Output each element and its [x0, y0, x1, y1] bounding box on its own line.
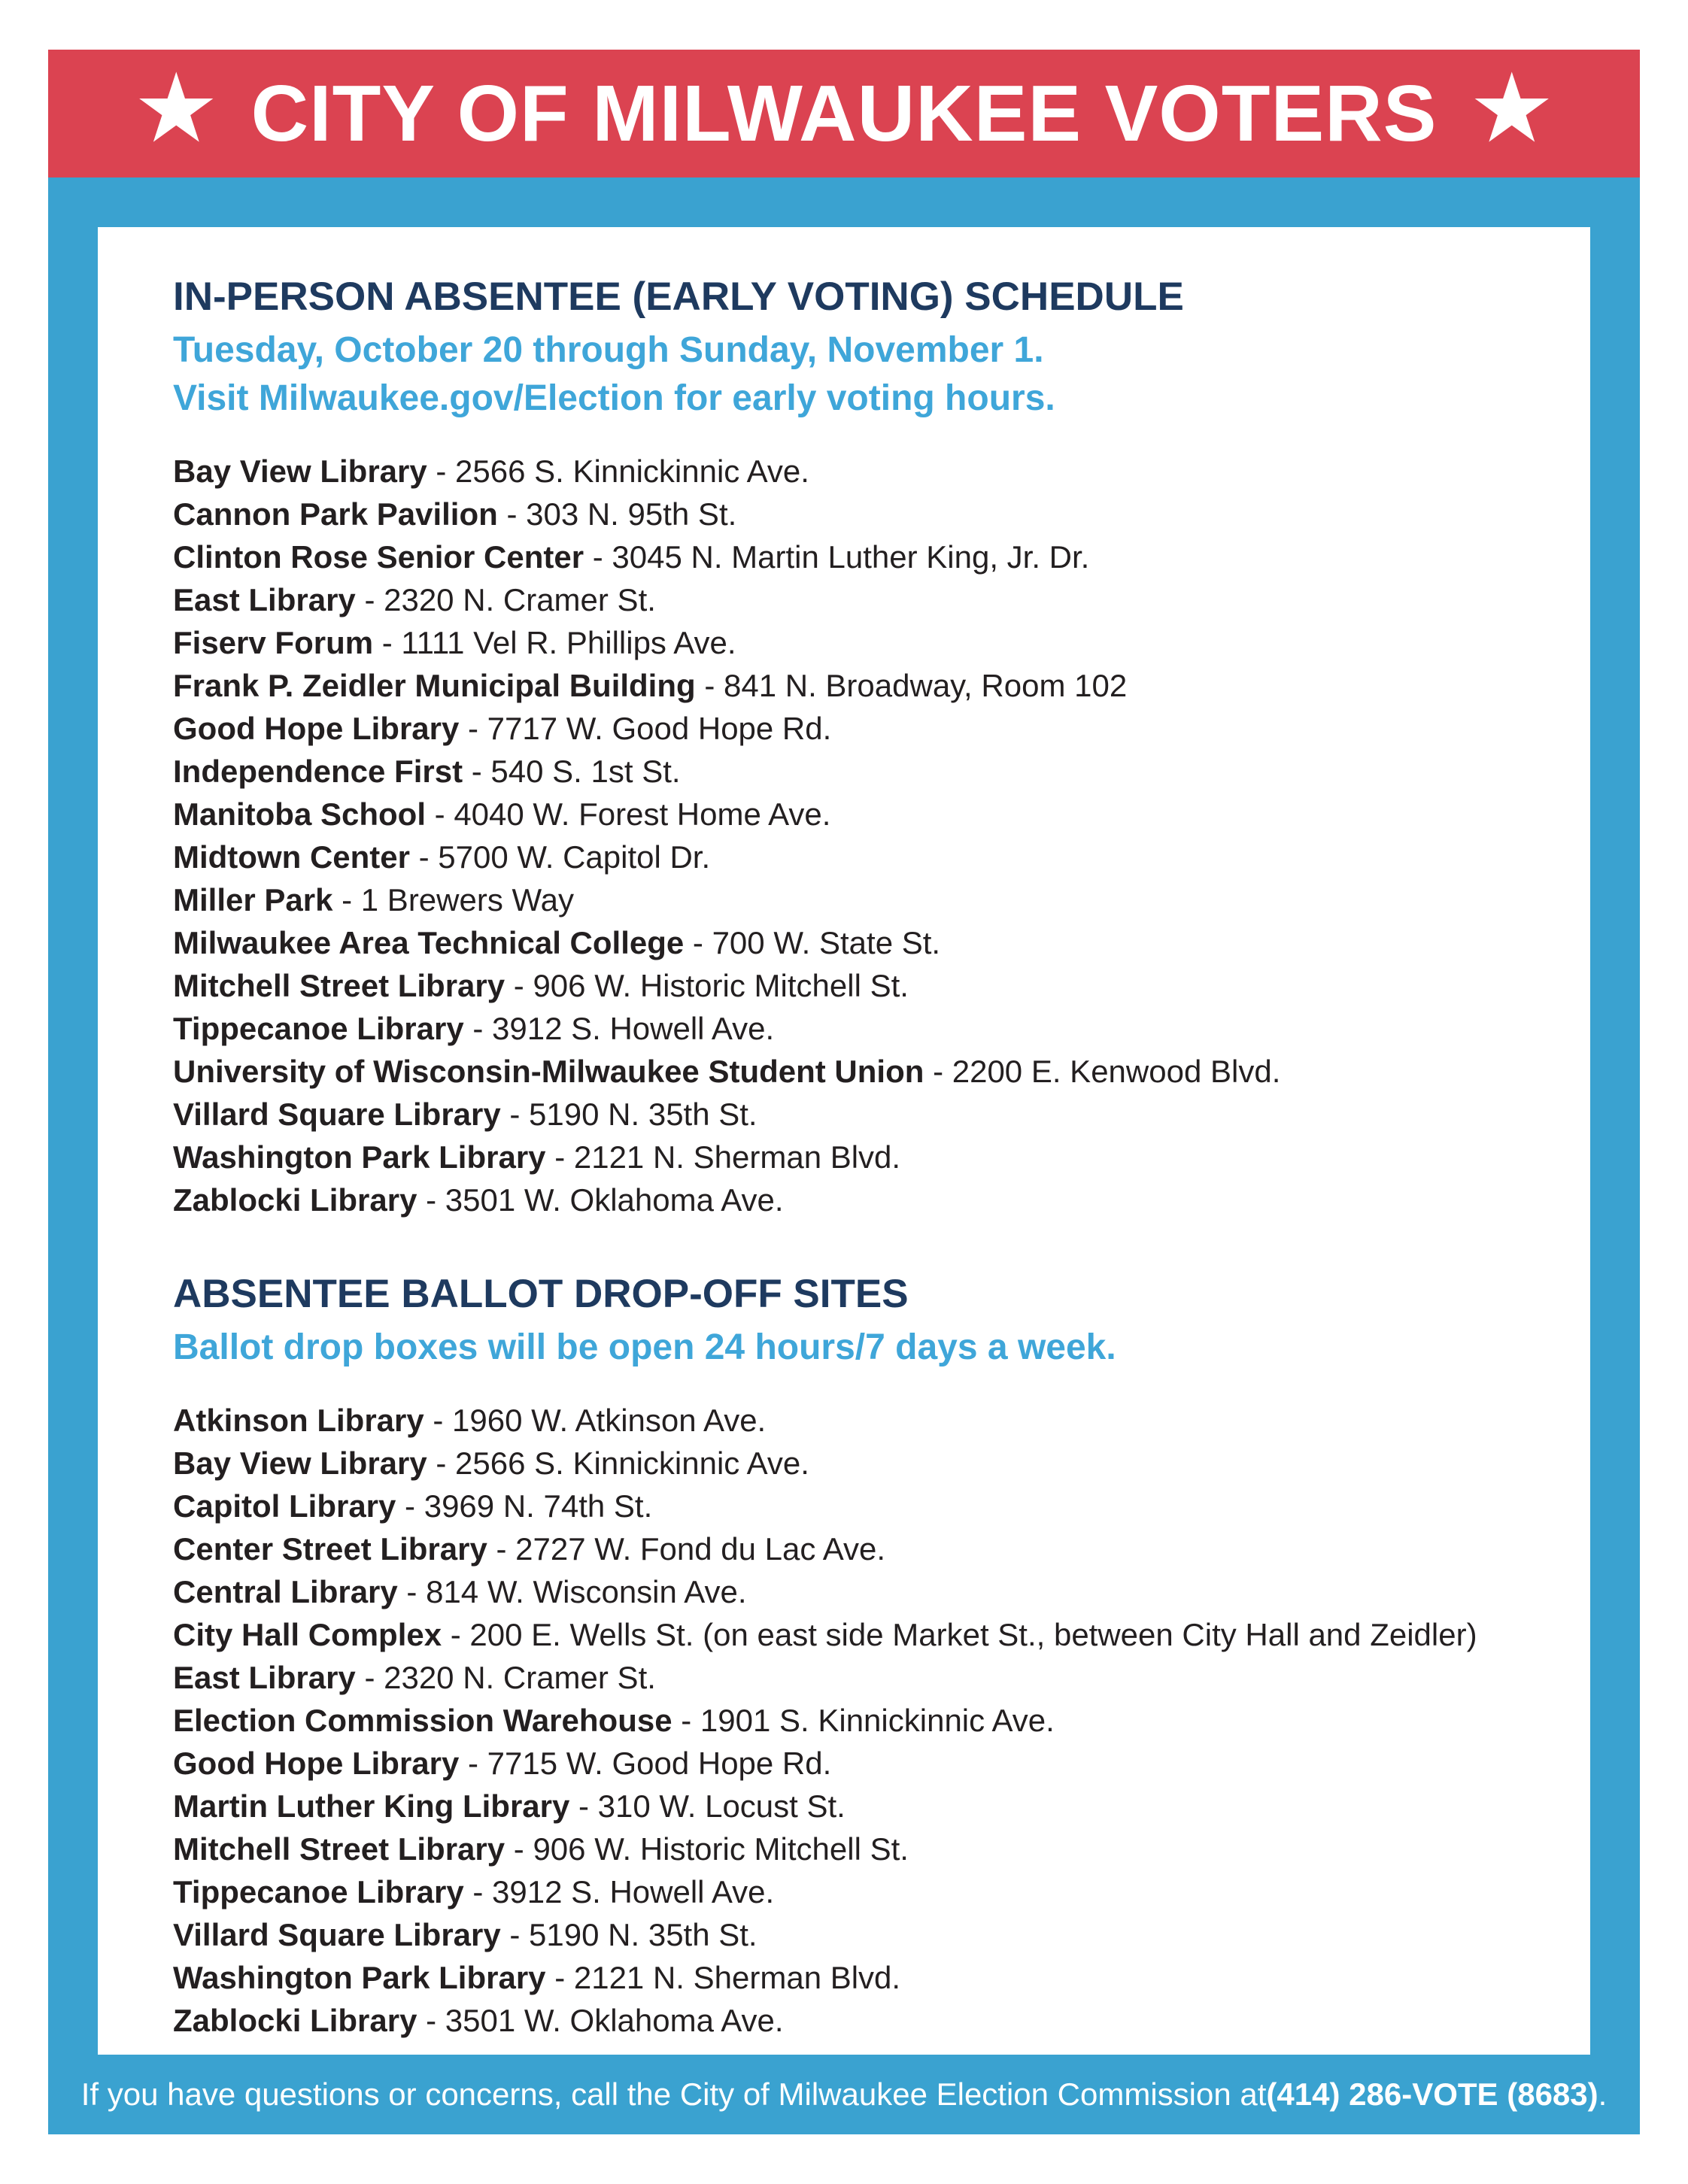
location-list: [173, 1399, 1553, 2042]
section-subheading-line: Ballot drop boxes will be open 24 hours/7 days a week.: [173, 1327, 1116, 1367]
location-address: - 814 W. Wisconsin Ave.: [397, 1574, 747, 1609]
location-entry: [173, 1913, 1553, 1956]
location-name: Independence First: [173, 754, 463, 789]
location-name: Tippecanoe Library: [173, 1874, 464, 1909]
location-entry: [173, 1527, 1553, 1570]
section-dropoff-sites: [173, 1271, 1553, 2042]
location-address: - 1960 W. Atkinson Ave.: [424, 1403, 767, 1438]
location-address: - 4040 W. Forest Home Ave.: [426, 796, 831, 832]
content-card: [98, 227, 1590, 2055]
location-name: Center Street Library: [173, 1531, 487, 1567]
location-address: - 3045 N. Martin Luther King, Jr. Dr.: [584, 539, 1090, 575]
location-entry: [173, 750, 1553, 793]
location-name: Mitchell Street Library: [173, 968, 505, 1003]
location-entry: [173, 1093, 1553, 1136]
location-address: - 841 N. Broadway, Room 102: [695, 668, 1128, 703]
location-address: - 2566 S. Kinnickinnic Ave.: [427, 1445, 809, 1481]
star-icon-left: ★: [132, 55, 220, 162]
location-entry: [173, 1136, 1553, 1178]
location-address: - 1111 Vel R. Phillips Ave.: [373, 625, 736, 660]
location-address: - 3501 W. Oklahoma Ave.: [417, 2003, 784, 2038]
location-address: - 303 N. 95th St.: [497, 496, 737, 532]
location-name: Election Commission Warehouse: [173, 1703, 672, 1738]
location-name: Villard Square Library: [173, 1097, 501, 1132]
location-address: - 1 Brewers Way: [332, 882, 574, 918]
location-address: - 906 W. Historic Mitchell St.: [505, 968, 909, 1003]
location-entry: [173, 664, 1553, 707]
section-subheading: [173, 1324, 1553, 1372]
location-name: University of Wisconsin-Milwaukee Student Union: [173, 1054, 924, 1089]
location-address: - 2320 N. Cramer St.: [355, 582, 656, 617]
location-name: Mitchell Street Library: [173, 1831, 505, 1867]
location-address: - 2727 W. Fond du Lac Ave.: [487, 1531, 886, 1567]
location-entry: [173, 964, 1553, 1007]
location-name: Central Library: [173, 1574, 398, 1609]
section-subheading-line: Tuesday, October 20 through Sunday, November 1.: [173, 330, 1044, 370]
location-entry: [173, 493, 1553, 535]
location-entry: [173, 578, 1553, 621]
section-heading: IN-PERSON ABSENTEE (EARLY VOTING) SCHEDULE: [173, 275, 1184, 319]
location-name: Bay View Library: [173, 1445, 427, 1481]
location-address: - 3912 S. Howell Ave.: [463, 1011, 775, 1046]
location-entry: [173, 1785, 1553, 1828]
location-name: City Hall Complex: [173, 1617, 442, 1652]
location-name: Manitoba School: [173, 796, 426, 832]
blue-panel: [48, 177, 1640, 2134]
location-entry: [173, 1613, 1553, 1656]
star-icon-right: ★: [1468, 55, 1556, 162]
location-entry: [173, 707, 1553, 750]
location-address: - 2121 N. Sherman Blvd.: [545, 1139, 901, 1175]
location-name: Washington Park Library: [173, 1139, 546, 1175]
location-name: Zablocki Library: [173, 1182, 417, 1218]
location-entry: [173, 1699, 1553, 1742]
section-early-voting: [173, 274, 1553, 1221]
location-entry: [173, 450, 1553, 493]
footer-note: [80, 2055, 1608, 2134]
location-address: - 2320 N. Cramer St.: [355, 1660, 656, 1695]
footer-phone: (414) 286-VOTE (8683): [1266, 2076, 1598, 2112]
location-entry: [173, 921, 1553, 964]
location-address: - 700 W. State St.: [684, 925, 941, 960]
location-address: - 906 W. Historic Mitchell St.: [505, 1831, 909, 1867]
location-address: - 7717 W. Good Hope Rd.: [459, 711, 832, 746]
location-entry: [173, 1656, 1553, 1699]
location-name: Capitol Library: [173, 1488, 396, 1524]
location-address: - 3501 W. Oklahoma Ave.: [417, 1182, 784, 1218]
location-entry: [173, 878, 1553, 921]
location-name: Good Hope Library: [173, 1746, 460, 1781]
location-name: Atkinson Library: [173, 1403, 424, 1438]
location-entry: [173, 1570, 1553, 1613]
location-name: Milwaukee Area Technical College: [173, 925, 685, 960]
location-entry: [173, 1742, 1553, 1785]
location-address: - 1901 S. Kinnickinnic Ave.: [672, 1703, 1055, 1738]
location-name: Midtown Center: [173, 839, 410, 875]
location-entry: [173, 1999, 1553, 2042]
location-entry: [173, 1007, 1553, 1050]
location-address: - 3969 N. 74th St.: [396, 1488, 653, 1524]
banner-title: CITY OF MILWAUKEE VOTERS: [250, 69, 1438, 158]
footer-text-suffix: .: [1598, 2076, 1608, 2112]
location-address: - 200 E. Wells St. (on east side Market St., between City Hall and Zeidler): [442, 1617, 1477, 1652]
location-entry: [173, 1956, 1553, 1999]
location-address: - 5190 N. 35th St.: [500, 1917, 757, 1952]
location-address: - 7715 W. Good Hope Rd.: [459, 1746, 832, 1781]
location-address: - 5700 W. Capitol Dr.: [409, 839, 711, 875]
location-name: Bay View Library: [173, 453, 427, 489]
location-address: - 3912 S. Howell Ave.: [463, 1874, 775, 1909]
location-address: - 2121 N. Sherman Blvd.: [545, 1960, 901, 1995]
top-banner: [48, 50, 1640, 177]
location-address: - 310 W. Locust St.: [569, 1788, 846, 1824]
location-address: - 540 S. 1st St.: [463, 754, 681, 789]
location-entry: [173, 793, 1553, 836]
location-entry: [173, 1399, 1553, 1442]
location-address: - 2566 S. Kinnickinnic Ave.: [427, 453, 809, 489]
location-entry: [173, 1870, 1553, 1913]
location-name: Martin Luther King Library: [173, 1788, 570, 1824]
location-name: Washington Park Library: [173, 1960, 546, 1995]
location-address: - 2200 E. Kenwood Blvd.: [924, 1054, 1281, 1089]
location-name: Clinton Rose Senior Center: [173, 539, 584, 575]
location-name: Miller Park: [173, 882, 333, 918]
location-name: Tippecanoe Library: [173, 1011, 464, 1046]
section-heading: ABSENTEE BALLOT DROP-OFF SITES: [173, 1272, 909, 1316]
location-entry: [173, 535, 1553, 578]
location-entry: [173, 1485, 1553, 1527]
location-entry: [173, 1178, 1553, 1221]
section-subheading-line: Visit Milwaukee.gov/Election for early voting hours.: [173, 378, 1055, 418]
location-name: Good Hope Library: [173, 711, 460, 746]
location-address: - 5190 N. 35th St.: [500, 1097, 757, 1132]
location-entry: [173, 1828, 1553, 1870]
location-entry: [173, 836, 1553, 878]
location-list: [173, 450, 1553, 1221]
location-name: East Library: [173, 582, 356, 617]
location-name: Frank P. Zeidler Municipal Building: [173, 668, 696, 703]
location-entry: [173, 621, 1553, 664]
location-name: Fiserv Forum: [173, 625, 374, 660]
section-subheading: [173, 326, 1553, 423]
location-name: Zablocki Library: [173, 2003, 417, 2038]
location-name: Villard Square Library: [173, 1917, 501, 1952]
location-entry: [173, 1050, 1553, 1093]
footer-text: If you have questions or concerns, call the City of Milwaukee Election Commission at: [80, 2076, 1267, 2112]
location-name: East Library: [173, 1660, 356, 1695]
location-name: Cannon Park Pavilion: [173, 496, 498, 532]
location-entry: [173, 1442, 1553, 1485]
